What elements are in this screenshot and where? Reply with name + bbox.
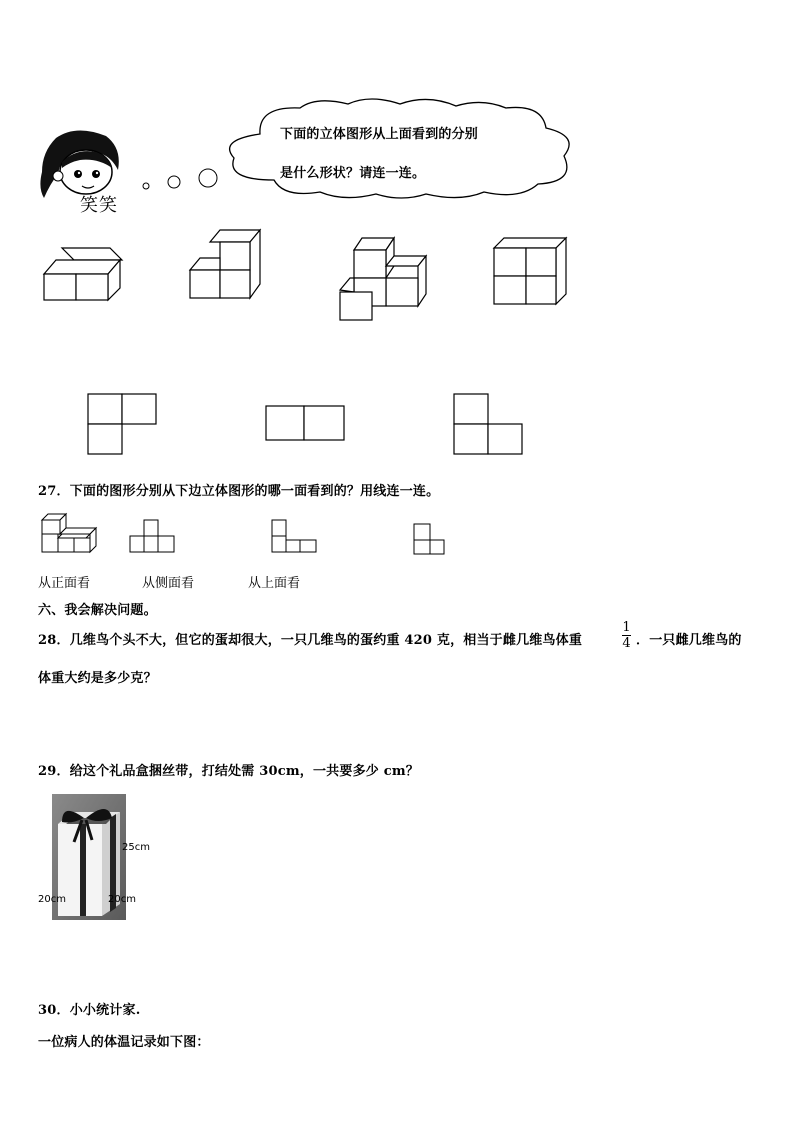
q27-view-b [270, 518, 320, 554]
view-shape-1 [86, 392, 158, 458]
view-label-side: 从侧面看 [142, 576, 195, 591]
gift-left-width-label: 20cm [38, 894, 66, 905]
solid-shape-1 [40, 240, 130, 304]
gift-height-label: 25cm [122, 842, 150, 853]
q30-line-1: 30．小小统计家. [38, 1003, 141, 1018]
section-6-heading: 六、我会解决问题。 [38, 603, 157, 618]
q28-line-1: 28．几维鸟个头不大，但它的蛋却很大，一只几维鸟的蛋约重 420 克，相当于雌几维鸟体重 [38, 633, 583, 648]
q29-text: 29．给这个礼品盒捆丝带，打结处需 30cm，一共要多少 cm？ [38, 764, 419, 779]
q27-view-a [128, 518, 178, 554]
thought-bubble-dots [140, 166, 220, 196]
bubble-line-1: 下面的立体图形从上面看到的分别 [280, 127, 479, 142]
view-label-top: 从上面看 [248, 576, 301, 591]
view-label-front: 从正面看 [38, 576, 91, 591]
thought-cloud [220, 98, 580, 200]
bubble-line-2: 是什么形状？请连一连。 [280, 166, 426, 181]
solid-shape-4 [490, 236, 572, 310]
q30-line-2: 一位病人的体温记录如下图： [38, 1035, 210, 1050]
solid-shape-2 [186, 226, 270, 306]
solid-shape-3 [336, 234, 432, 326]
view-shape-3 [452, 392, 526, 458]
q28-line-2: 体重大约是多少克？ [38, 671, 157, 686]
q27-solid [38, 514, 102, 556]
q27-text: 27．下面的图形分别从下边立体图形的哪一面看到的？用线连一连。 [38, 484, 440, 499]
gift-right-width-label: 20cm [108, 894, 136, 905]
q27-view-c [412, 522, 448, 558]
fraction-denominator: 4 [622, 636, 631, 651]
view-shape-2 [264, 404, 348, 444]
q28-fraction [622, 620, 631, 651]
mascot-name: 笑笑 [80, 195, 118, 216]
q28-line-1-end: ．一只雌几维鸟的 [636, 633, 742, 648]
fraction-numerator: 1 [622, 620, 631, 635]
